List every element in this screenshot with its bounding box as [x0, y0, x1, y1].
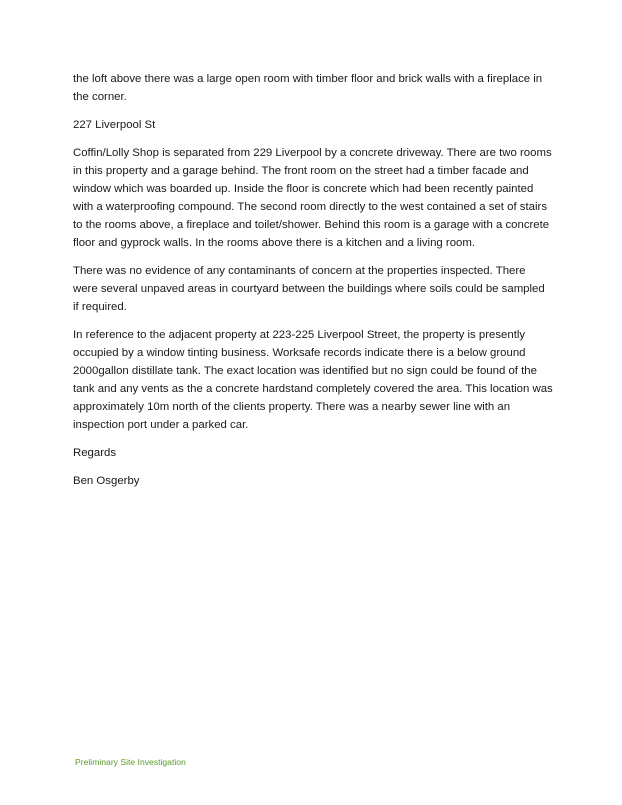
sign-off-regards: Regards: [73, 447, 117, 459]
paragraph-adjacent-property: In reference to the adjacent property at 223-225 Liverpool Street, the property is presently occupied by a window tinting business. Worksafe records indicate there is a below ground 2000gallon distillate tank. The exact location was identified but no sign could be found of the tank and any vents as the a concrete hardstand completely covered the area. This location was approximately 10m north of the clients property. There was a nearby sewer line with an inspection port under a parked car.: [73, 329, 553, 431]
paragraph-coffin-lolly-shop: Coffin/Lolly Shop is separated from 229 Liverpool by a concrete driveway. There are two rooms in this property and a garage behind. The front room on the street had a timber facade and window which was boarded up. Inside the floor is concrete which had been recently painted with a waterproofing compound. The second room directly to the west contained a set of stairs to the rooms above, a fireplace and toilet/shower. Behind this room is a garage with a concrete floor and gyprock walls. In the rooms above there is a kitchen and a living room.: [73, 147, 552, 249]
paragraph-loft-continuation: the loft above there was a large open room with timber floor and brick walls with a fireplace in the corner.: [73, 73, 543, 103]
signature-name: Ben Osgerby: [73, 475, 140, 487]
section-heading-227-liverpool: 227 Liverpool St: [73, 119, 156, 131]
document-body: [73, 70, 553, 500]
page-footer: Preliminary Site Investigation: [75, 757, 186, 767]
paragraph-no-contaminants: There was no evidence of any contaminants of concern at the properties inspected. There were several unpaved areas in courtyard between the buildings where soils could be sampled if required.: [73, 265, 545, 313]
